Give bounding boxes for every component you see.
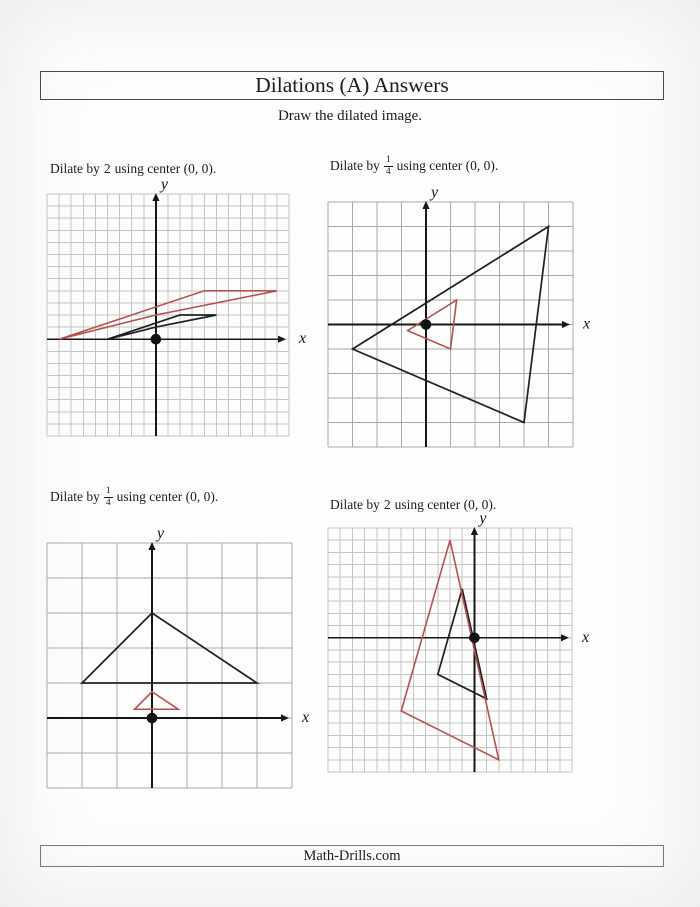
x-axis-label: x	[583, 315, 591, 333]
panel-caption	[50, 156, 216, 182]
caption-prefix: Dilate by	[50, 161, 100, 176]
fraction-numerator: 1	[105, 485, 111, 496]
y-axis-label: y	[160, 176, 169, 193]
panel-top-left	[50, 156, 307, 348]
caption-factor	[384, 155, 393, 178]
x-axis-arrow	[561, 634, 569, 641]
title-box	[40, 71, 664, 100]
y-axis-label: y	[479, 510, 487, 527]
origin-dot	[147, 713, 158, 724]
caption-factor: 2	[383, 497, 391, 512]
panel-caption	[330, 492, 496, 518]
x-axis-label: x	[302, 709, 310, 726]
fraction-denominator: 4	[385, 166, 391, 177]
origin-dot	[151, 334, 162, 345]
caption-suffix: using center (0, 0).	[116, 489, 219, 504]
origin-dot	[421, 319, 432, 330]
x-axis-arrow	[278, 336, 286, 343]
panel-caption	[50, 484, 218, 510]
coordinate-grid	[326, 508, 608, 780]
coordinate-grid	[45, 174, 325, 444]
page-title: Dilations (A) Answers	[255, 73, 449, 97]
fraction-numerator: 1	[385, 154, 391, 165]
coordinate-grid	[45, 523, 328, 796]
fraction-denominator: 4	[105, 497, 111, 508]
x-axis-label: x	[582, 628, 590, 646]
panel-caption	[330, 153, 498, 179]
page-subtitle: Draw the dilated image.	[277, 108, 423, 124]
y-axis-label: y	[431, 184, 439, 201]
caption-suffix: using center (0, 0).	[114, 161, 217, 176]
caption-factor: 2	[103, 161, 111, 176]
caption-prefix: Dilate by	[50, 489, 100, 504]
footer-brand: Math-Drills.com	[303, 848, 401, 864]
x-axis-arrow	[281, 714, 289, 721]
caption-prefix: Dilate by	[330, 158, 380, 173]
caption-suffix: using center (0, 0).	[396, 158, 499, 173]
y-axis-label: y	[157, 525, 165, 542]
origin-dot	[469, 633, 480, 644]
x-axis-label: x	[299, 330, 307, 348]
coordinate-grid	[326, 182, 609, 455]
dilated-shape	[135, 692, 179, 710]
caption-factor	[104, 486, 113, 509]
panel-top-right	[330, 153, 591, 333]
caption-prefix: Dilate by	[330, 497, 380, 512]
x-axis-arrow	[562, 321, 570, 328]
footer-box	[40, 845, 664, 867]
panel-bottom-right	[330, 492, 590, 646]
caption-suffix: using center (0, 0).	[394, 497, 497, 512]
panel-bottom-left	[50, 484, 310, 726]
